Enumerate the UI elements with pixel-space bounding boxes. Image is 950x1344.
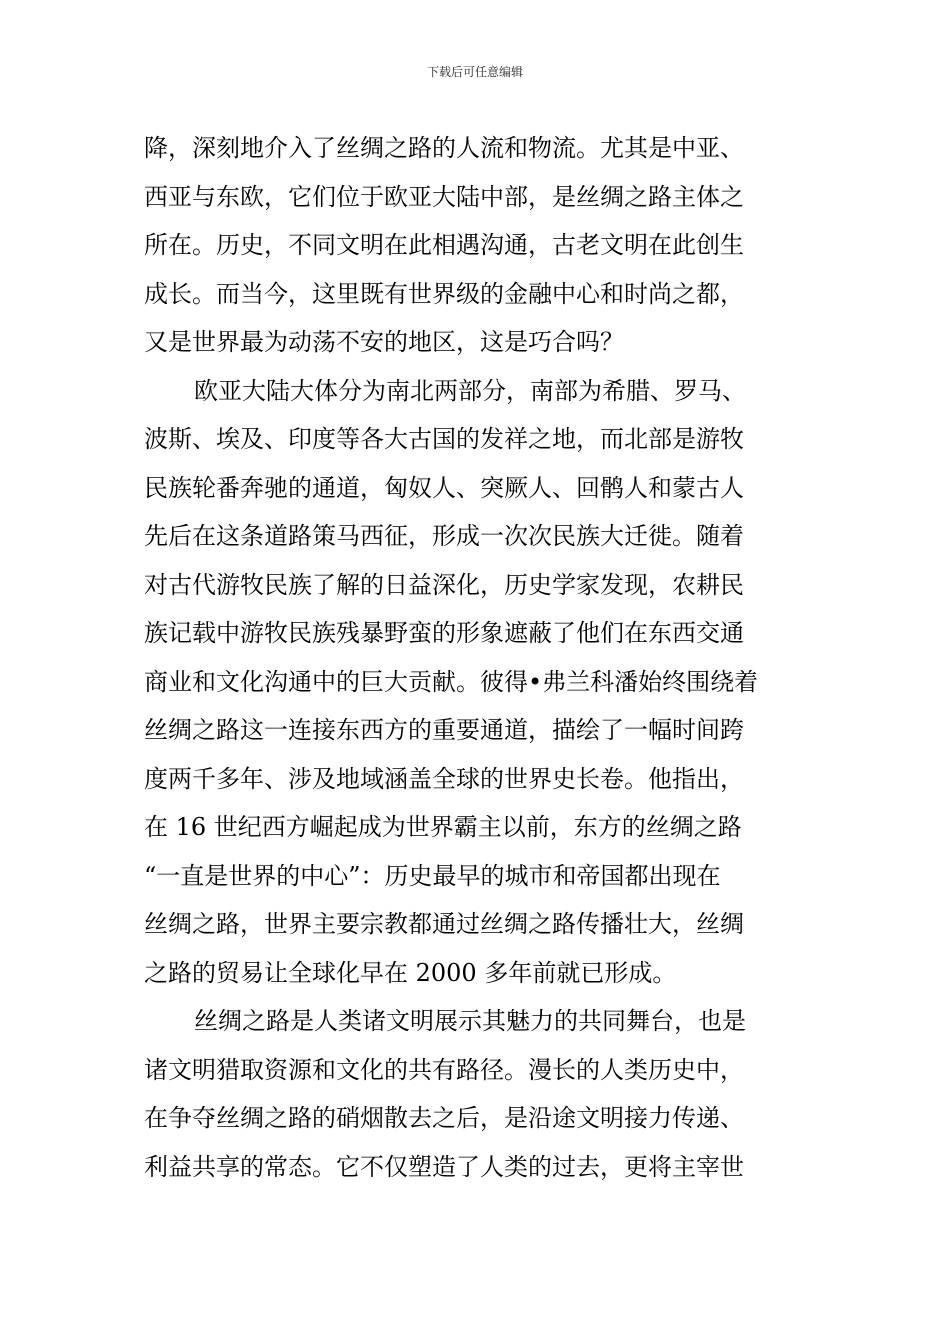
text-line: 西亚与东欧，它们位于欧亚大陆中部，是丝绸之路主体之 [144,182,744,211]
paragraph-first-line: 丝绸之路是人类诸文明展示其魅力的共同舞台，也是 [194,1007,746,1035]
text-line: “一直是世界的中心”：历史最早的城市和帝国都出现在 [144,861,721,890]
text-line: 成长。而当今，这里既有世界级的金融中心和时尚之都， [144,279,744,308]
text-line: 在争夺丝绸之路的硝烟散去之后，是沿途文明接力传递、 [144,1104,744,1132]
text-line: 丝绸之路这一连接东西方的重要通道，描绘了一幅时间跨 [144,716,744,744]
body-text [144,124,808,1191]
text-line: 所在。历史，不同文明在此相遇沟通，古老文明在此创生 [144,231,744,259]
paragraph-first-line: 欧亚大陆大体分为南北两部分，南部为希腊、罗马、 [194,376,746,405]
text-line: 降，深刻地介入了丝绸之路的人流和物流。尤其是中亚、 [144,134,744,162]
text-line: 丝绸之路，世界主要宗教都通过丝绸之路传播壮大，丝绸 [144,910,744,938]
text-line: 度两千多年、涉及地域涵盖全球的世界史长卷。他指出， [144,764,744,793]
text-line: 族记载中游牧民族残暴野蛮的形象遮蔽了他们在东西交通 [144,619,744,647]
text-line: 民族轮番奔驰的通道，匈奴人、突厥人、回鹘人和蒙古人 [144,473,744,502]
text-line: 波斯、埃及、印度等各大古国的发祥之地，而北部是游牧 [144,425,744,453]
text-line: 商业和文化沟通中的巨大贡献。彼得•弗兰科潘始终围绕着 [144,667,759,696]
text-line: 利益共享的常态。它不仅塑造了人类的过去，更将主宰世 [144,1152,744,1181]
page-header: 下载后可任意编辑 [426,65,523,79]
text-line: 诸文明猎取资源和文化的共有路径。漫长的人类历史中， [144,1055,744,1084]
text-line: 之路的贸易让全球化早在 2000 多年前就已形成。 [144,958,677,987]
text-line: 又是世界最为动荡不安的地区，这是巧合吗？ [144,328,624,356]
text-line: 在 16 世纪西方崛起成为世界霸主以前，东方的丝绸之路 [144,813,742,841]
text-line: 先后在这条道路策马西征，形成一次次民族大迁徙。随着 [144,522,744,550]
text-line: 对古代游牧民族了解的日益深化，历史学家发现，农耕民 [144,570,744,599]
